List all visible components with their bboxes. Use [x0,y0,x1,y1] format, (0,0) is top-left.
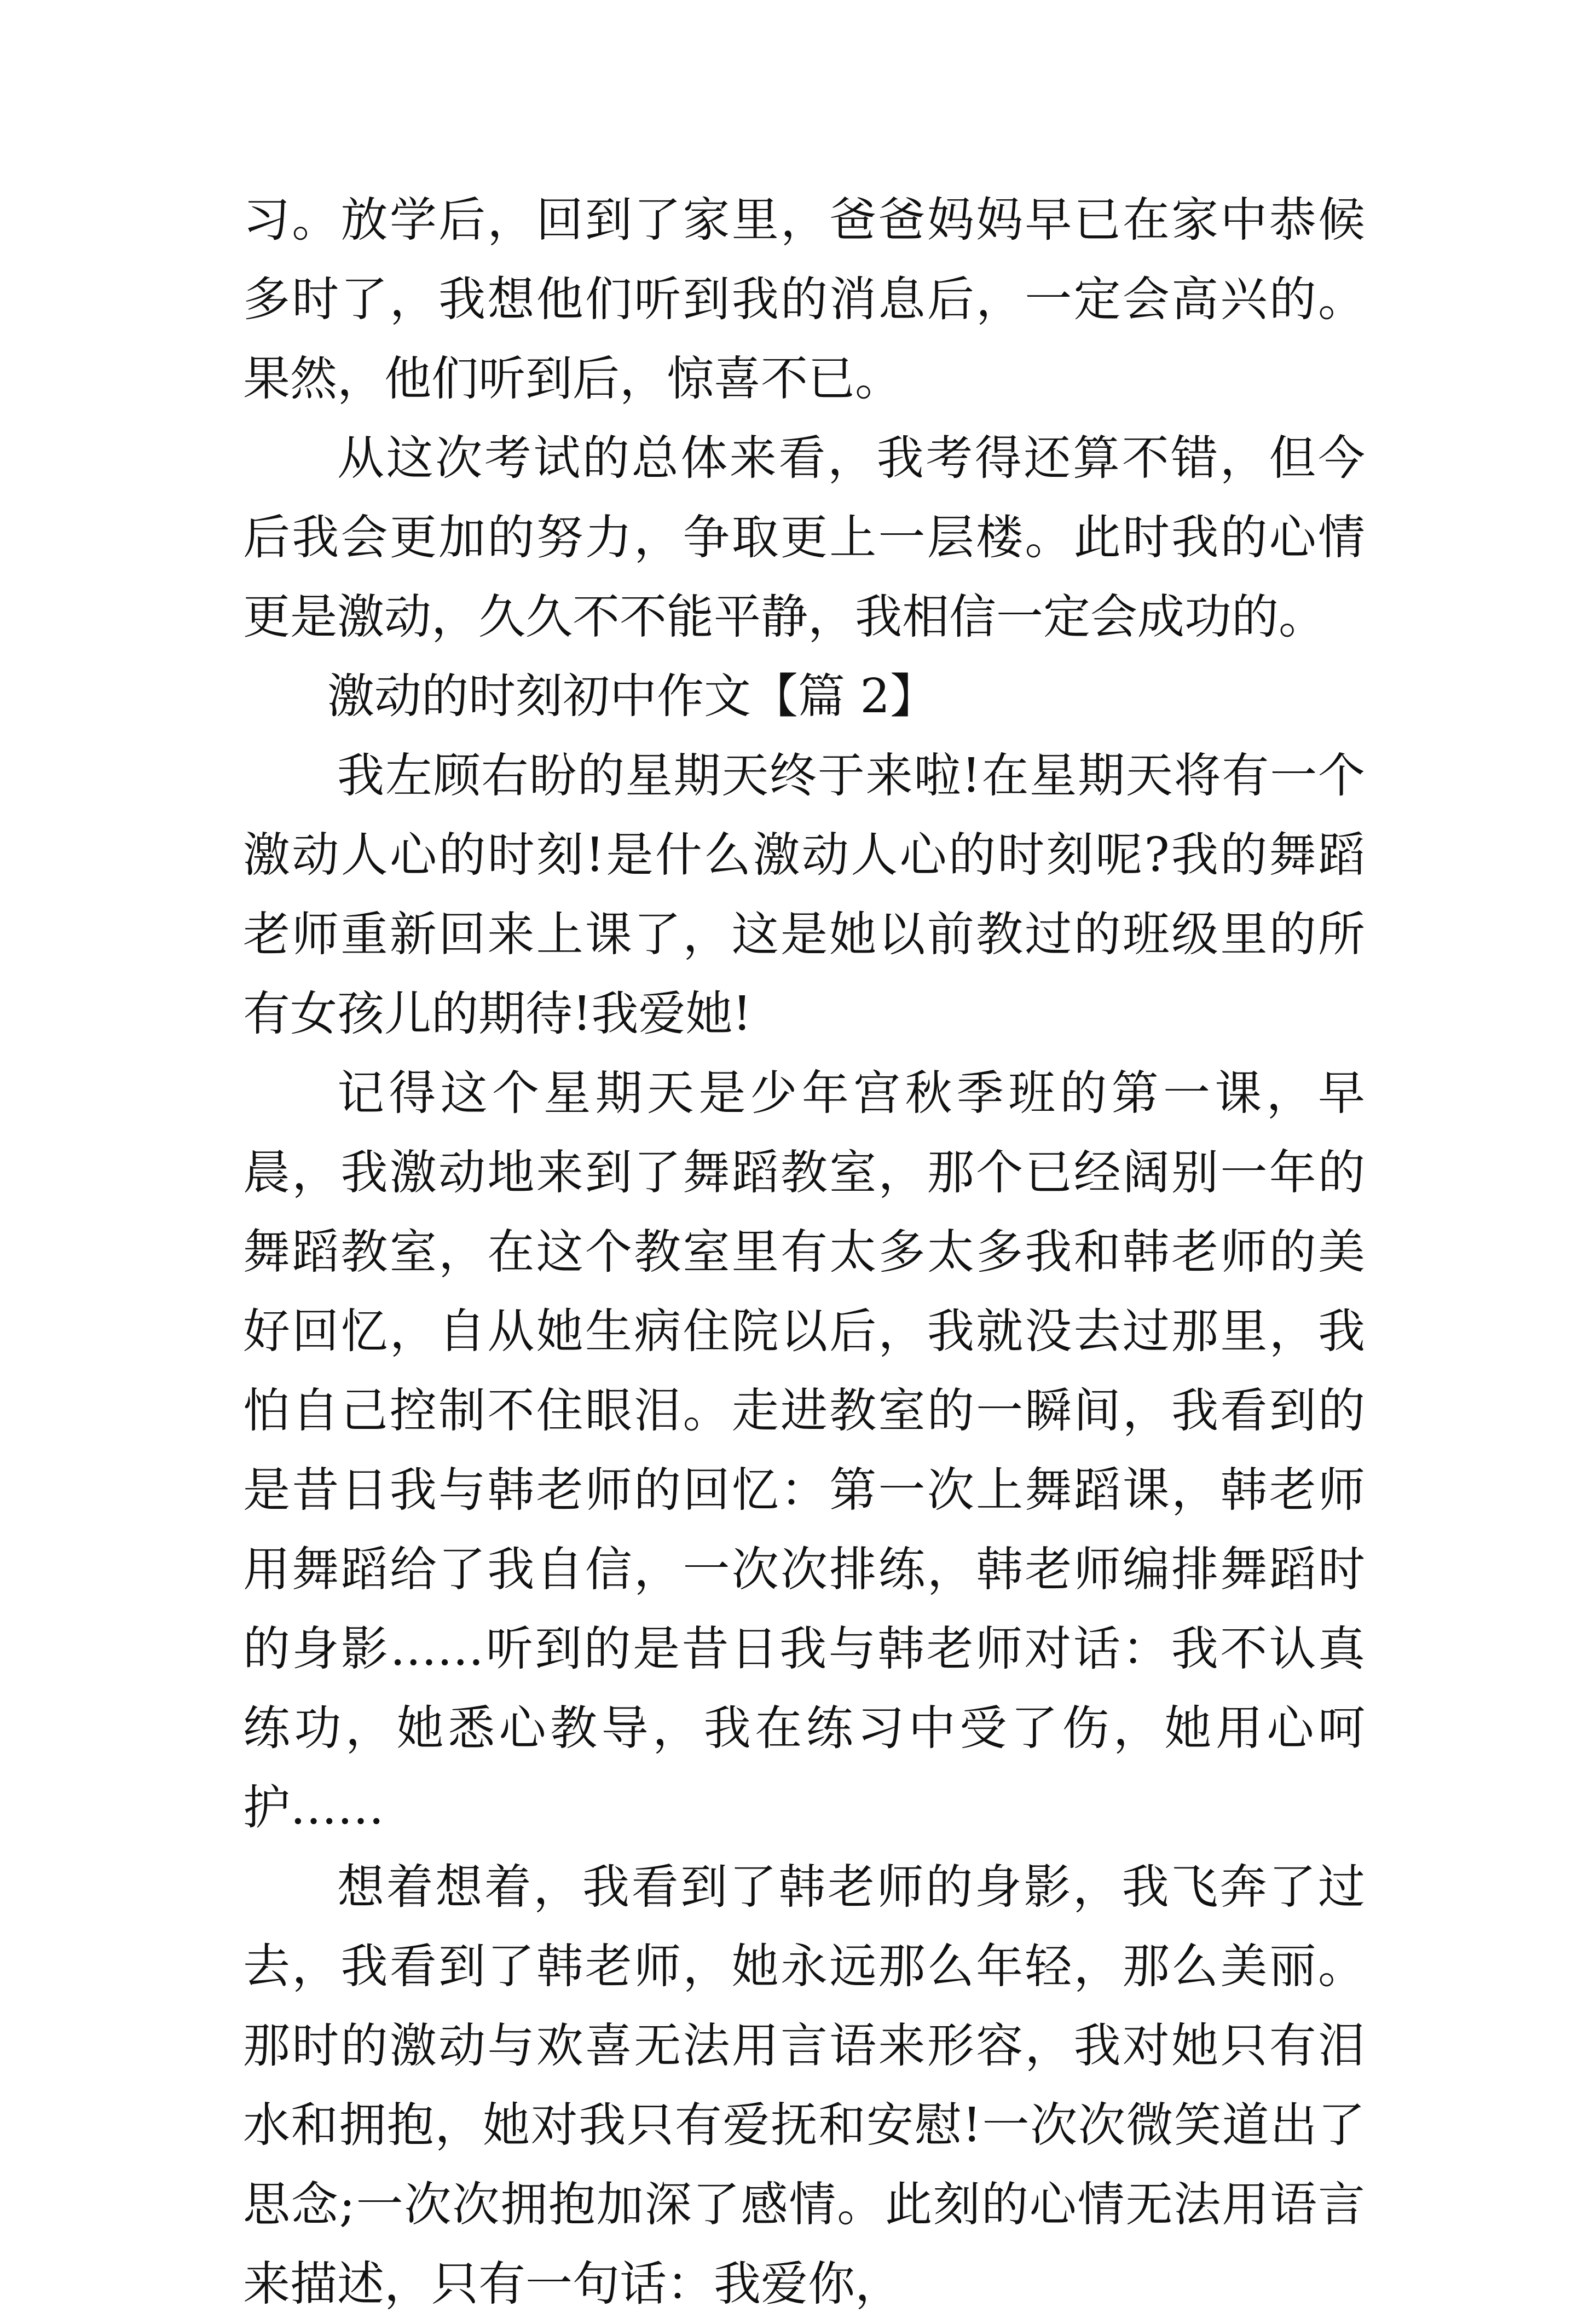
paragraph-reunion: 想着想着，我看到了韩老师的身影，我飞奔了过去，我看到了韩老师，她永远那么年轻，那么美丽。那时的激动与欢喜无法用言语来形容，我对她只有泪水和拥抱，她对我只有爱抚和安慰!一次次微笑道出了思念;一次次拥抱加深了感情。此刻的心情无法用语言来描述，只有一句话：我爱你， [243,1860,1365,2311]
section-heading: 激动的时刻初中作文【篇 2】 [327,669,938,724]
paragraph-continued: 习。放学后，回到了家里，爸爸妈妈早已在家中恭候多时了，我想他们听到我的消息后，一定会高兴的。果然，他们听到后，惊喜不已。 [243,193,1365,406]
paragraph-dance-classroom: 记得这个星期天是少年宫秋季班的第一课，早晨，我激动地来到了舞蹈教室，那个已经阔别一年的舞蹈教室，在这个教室里有太多太多我和韩老师的美好回忆，自从她生病住院以后，我就没去过那里，我怕自己控制不住眼泪。走进教室的一瞬间，我看到的是昔日我与韩老师的回忆：第一次上舞蹈课，韩老师用舞蹈给了我自信，一次次排练，韩老师编排舞蹈时的身影……听到的是昔日我与韩老师对话：我不认真练功，她悉心教导，我在练习中受了伤，她用心呵护…… [243,1066,1365,1835]
paragraph-exam-reflection: 从这次考试的总体来看，我考得还算不错，但今后我会更加的努力，争取更上一层楼。此时我的心情更是激动，久久不不能平静，我相信一定会成功的。 [243,431,1365,644]
paragraph-sunday: 我左顾右盼的星期天终于来啦!在星期天将有一个激动人心的时刻!是什么激动人心的时刻呢?我的舞蹈老师重新回来上课了，这是她以前教过的班级里的所有女孩儿的期待!我爱她! [243,748,1365,1041]
document-body [243,181,1365,2324]
